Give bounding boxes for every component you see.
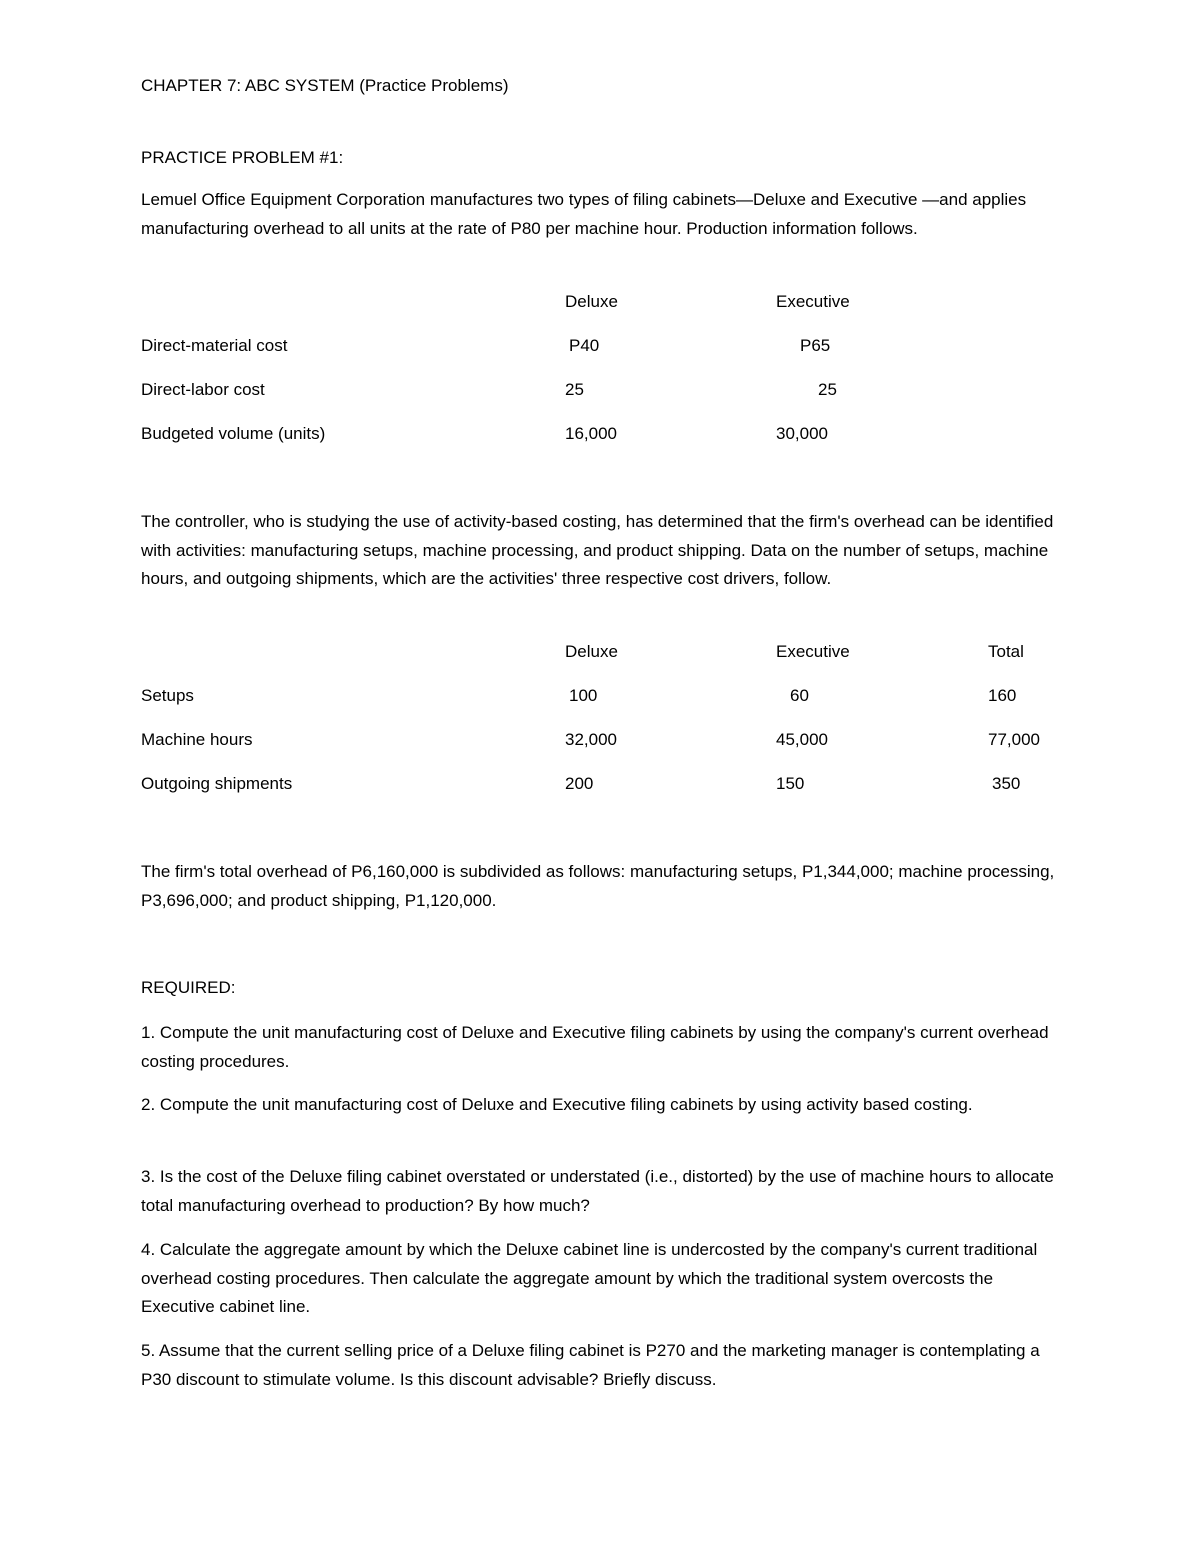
production-row-label: Direct-material cost	[141, 336, 288, 355]
driver-row-deluxe: 32,000	[565, 730, 617, 749]
driver-row-total: 350	[992, 774, 1021, 793]
intro-paragraph: Lemuel Office Equipment Corporation manufactures two types of filing cabinets—Deluxe and Executive —and applies manufacturing overhead to all units at the rate of P80 per machine hour. Production information follows.	[141, 190, 1027, 238]
driver-row-executive: 45,000	[776, 730, 828, 749]
driver-header-executive: Executive	[776, 642, 850, 661]
driver-row-label: Setups	[141, 686, 194, 705]
driver-header-deluxe: Deluxe	[565, 642, 618, 661]
driver-row-executive: 60	[790, 686, 809, 705]
required-heading: REQUIRED:	[141, 978, 236, 997]
production-row-executive: 25	[818, 380, 837, 399]
driver-header-total: Total	[988, 642, 1024, 661]
production-row-deluxe: P40	[569, 336, 600, 355]
production-row-label: Budgeted volume (units)	[141, 424, 326, 443]
driver-row-deluxe: 100	[569, 686, 598, 705]
production-row-executive: 30,000	[776, 424, 828, 443]
driver-row-total: 160	[988, 686, 1017, 705]
required-item: 2. Compute the unit manufacturing cost of Deluxe and Executive filing cabinets by using activity based costing.	[141, 1095, 973, 1114]
driver-row-deluxe: 200	[565, 774, 594, 793]
chapter-title: CHAPTER 7: ABC SYSTEM (Practice Problems)	[141, 76, 509, 95]
required-item: 5. Assume that the current selling price of a Deluxe filing cabinet is P270 and the marketing manager is contemplating a P30 discount to stimulate volume. Is this discount advisable? Briefly discuss.	[141, 1341, 1040, 1389]
production-row-deluxe: 16,000	[565, 424, 617, 443]
required-item: 4. Calculate the aggregate amount by which the Deluxe cabinet line is undercosted by the company's current traditional overhead costing procedures. Then calculate the aggregate amount by which the traditional system overcosts the Executive cabinet line.	[141, 1240, 1038, 1316]
production-row-deluxe: 25	[565, 380, 584, 399]
driver-row-executive: 150	[776, 774, 805, 793]
overhead-paragraph: The firm's total overhead of P6,160,000 is subdivided as follows: manufacturing setups, P1,344,000; machine processing, P3,696,000; and product shipping, P1,120,000.	[141, 862, 1055, 910]
production-row-executive: P65	[800, 336, 831, 355]
production-header-deluxe: Deluxe	[565, 292, 618, 311]
required-item: 3. Is the cost of the Deluxe filing cabinet overstated or understated (i.e., distorted) by the use of machine hours to allocate total manufacturing overhead to production? By how much?	[141, 1167, 1054, 1215]
required-item: 1. Compute the unit manufacturing cost of Deluxe and Executive filing cabinets by using the company's current overhead costing procedures.	[141, 1023, 1049, 1071]
driver-row-label: Outgoing shipments	[141, 774, 293, 793]
driver-row-label: Machine hours	[141, 730, 253, 749]
production-row-label: Direct-labor cost	[141, 380, 265, 399]
controller-paragraph: The controller, who is studying the use of activity-based costing, has determined that the firm's overhead can be identified with activities: manufacturing setups, machine processing, and product shipping. Data on the number of setups, machine hours, and outgoing shipments, which are the activities' three respective cost drivers, follow.	[141, 512, 1054, 588]
production-header-executive: Executive	[776, 292, 850, 311]
problem-title: PRACTICE PROBLEM #1:	[141, 148, 344, 167]
driver-row-total: 77,000	[988, 730, 1040, 749]
